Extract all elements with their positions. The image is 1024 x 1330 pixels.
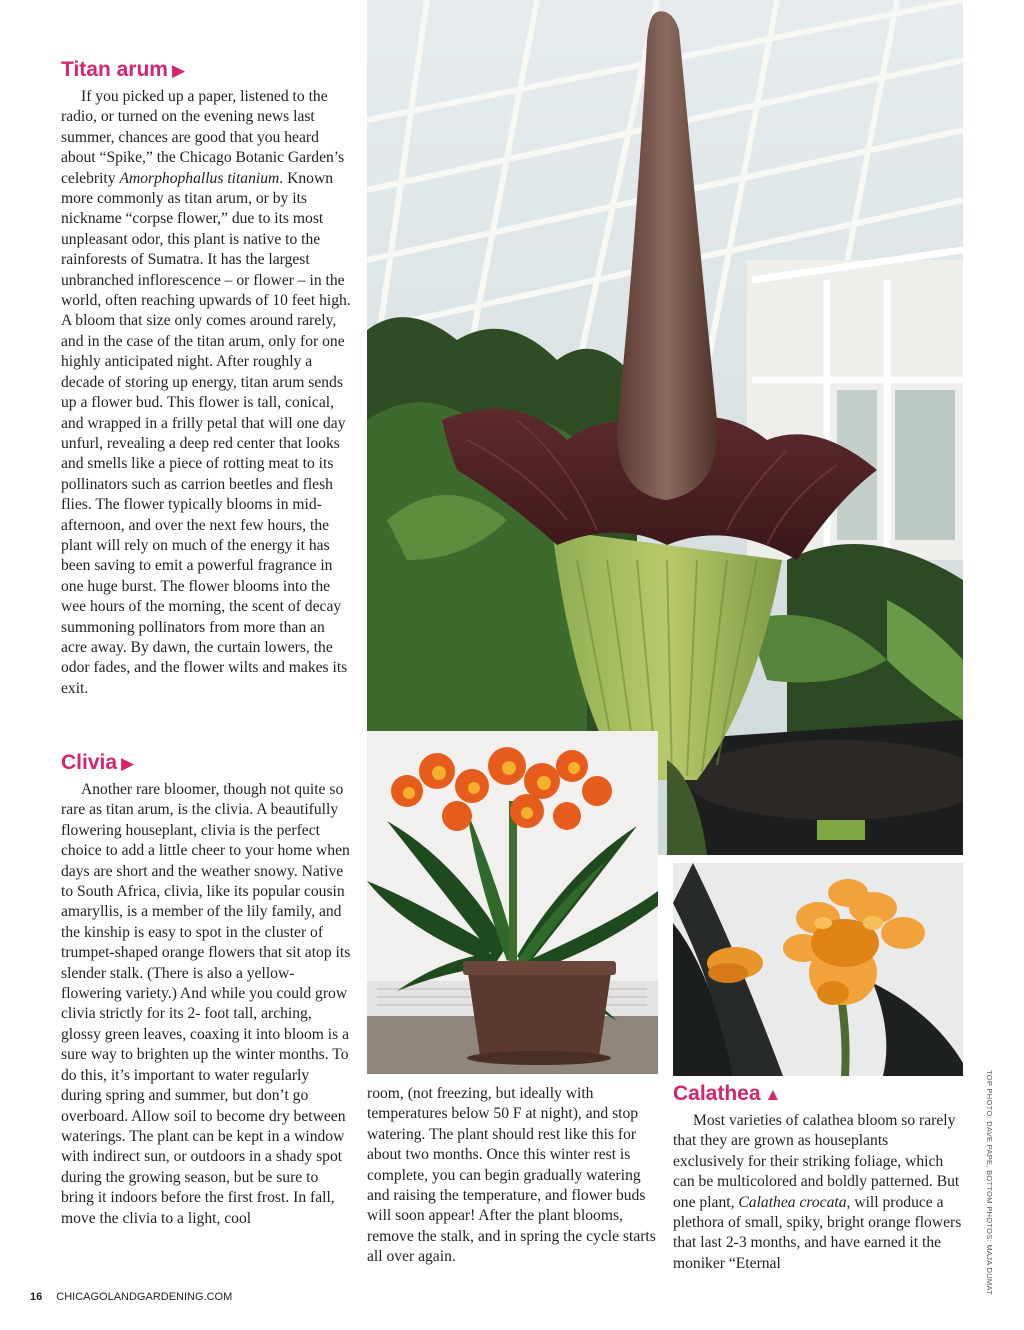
calathea-body xyxy=(673,1111,963,1274)
page-number: 16 xyxy=(30,1291,43,1303)
calathea-heading xyxy=(673,1082,963,1107)
titan-arum-heading xyxy=(61,58,351,83)
calathea-heading-text: Calathea xyxy=(673,1082,761,1105)
clivia-heading-text: Clivia xyxy=(61,751,118,774)
clivia-continued-section xyxy=(367,1084,659,1268)
right-arrow-icon: ▶ xyxy=(171,61,186,80)
right-arrow-icon: ▶ xyxy=(121,754,135,773)
calathea-scientific-name: Calathea crocata xyxy=(738,1193,847,1211)
clivia-heading xyxy=(61,751,351,776)
calathea-text-b: , will produce a plethora of small, spiky, bright orange flowers that last 2-3 months, and have earned it the moniker “Eternal xyxy=(673,1193,962,1272)
calathea-text-a: Most varieties of calathea bloom so rarely that they are grown as houseplants exclusively for their striking foliage, which can be multicolored and boldly patterned. But one plant, xyxy=(673,1112,960,1211)
titan-arum-photo xyxy=(367,0,963,855)
page-footer xyxy=(30,1291,232,1303)
titan-arum-text-b: . Known more commonly as titan arum, or by its nickname “corpse flower,” due to its most unpleasant odor, this plant is native to the rainforests of Sumatra. It has the largest unbranched inflorescence – or flower – in the world, often reaching upwards of 10 feet high. A bloom that size only comes around rarely, and in the case of the titan arum, only for one highly anticipated night. After roughly a decade of storing up energy, titan arum sends up a flower bud. This flower is tall, conical, and wrapped in a frilly petal that will one day unfurl, revealing a deep red center that looks and smells like a piece of rotting meat to its pollinators such as carrion beetles and flesh flies. The flower typically blooms in mid-afternoon, and over the next few hours, the plant will rely on much of the energy it has been saving to emit a powerful fragrance in one huge burst. The flower blooms into the wee hours of the morning, the scent of decay summoning pollinators from more than an acre away. By dawn, the curtain lowers, the odor fades, and the flower wilts and makes its exit. xyxy=(61,169,351,697)
clivia-photo xyxy=(367,731,658,1074)
titan-arum-body xyxy=(61,87,351,699)
titan-arum-section xyxy=(61,58,351,699)
clivia-body: Another rare bloomer, though not quite so rare as titan arum, is the clivia. A beautifully flowering houseplant, clivia is the perfect choice to add a little cheer to your home when days are short and the weather snowy. Native to South Africa, clivia, like its popular cousin amaryllis, is a member of the lily family, and the kinship is easy to spot in the cluster of trumpet-shaped orange flowers that sit atop its slender stalk. (There is also a yellow-flowering variety.) And while you could grow clivia strictly for its 2- foot tall, arching, glossy green leaves, coaxing it into bloom is a sure way to brighten up the winter months. To do this, it’s important to water regularly during spring and summer, but don’t go overboard. Allow soil to become dry between waterings. The plant can be kept in a window with indirect sun, or outdoors in a shady spot during the growing season, but be sure to bring it indoors before the first frost. In fall, move the clivia to a light, cool xyxy=(61,781,351,1227)
up-arrow-icon: ▲ xyxy=(764,1085,782,1104)
clivia-continued-body: room, (not freezing, but ideally with temperatures below 50 F at night), and stop watering. The plant should rest like this for about two months. Once this winter rest is complete, you can begin gradually watering and raising the temperature, and flower buds will soon appear! After the plant blooms, remove the stalk, and in spring the cycle starts all over again. xyxy=(367,1085,656,1266)
photo-credit: TOP PHOTO: DAVE PAPE, BOTTOM PHOTOS: MAJA DUMAT xyxy=(985,1070,994,1296)
clivia-section xyxy=(61,751,351,1229)
titan-arum-text-a: If you picked up a paper, listened to the radio, or turned on the evening news last summer, chances are good that you heard about “Spike,” the Chicago Botanic Garden’s celebrity xyxy=(61,88,345,187)
site-url: CHICAGOLANDGARDENING.COM xyxy=(56,1291,233,1303)
calathea-photo xyxy=(673,863,963,1076)
titan-arum-scientific-name: Amorphophallus titanium xyxy=(119,169,280,187)
titan-arum-heading-text: Titan arum xyxy=(61,58,168,81)
calathea-section xyxy=(673,1082,963,1274)
